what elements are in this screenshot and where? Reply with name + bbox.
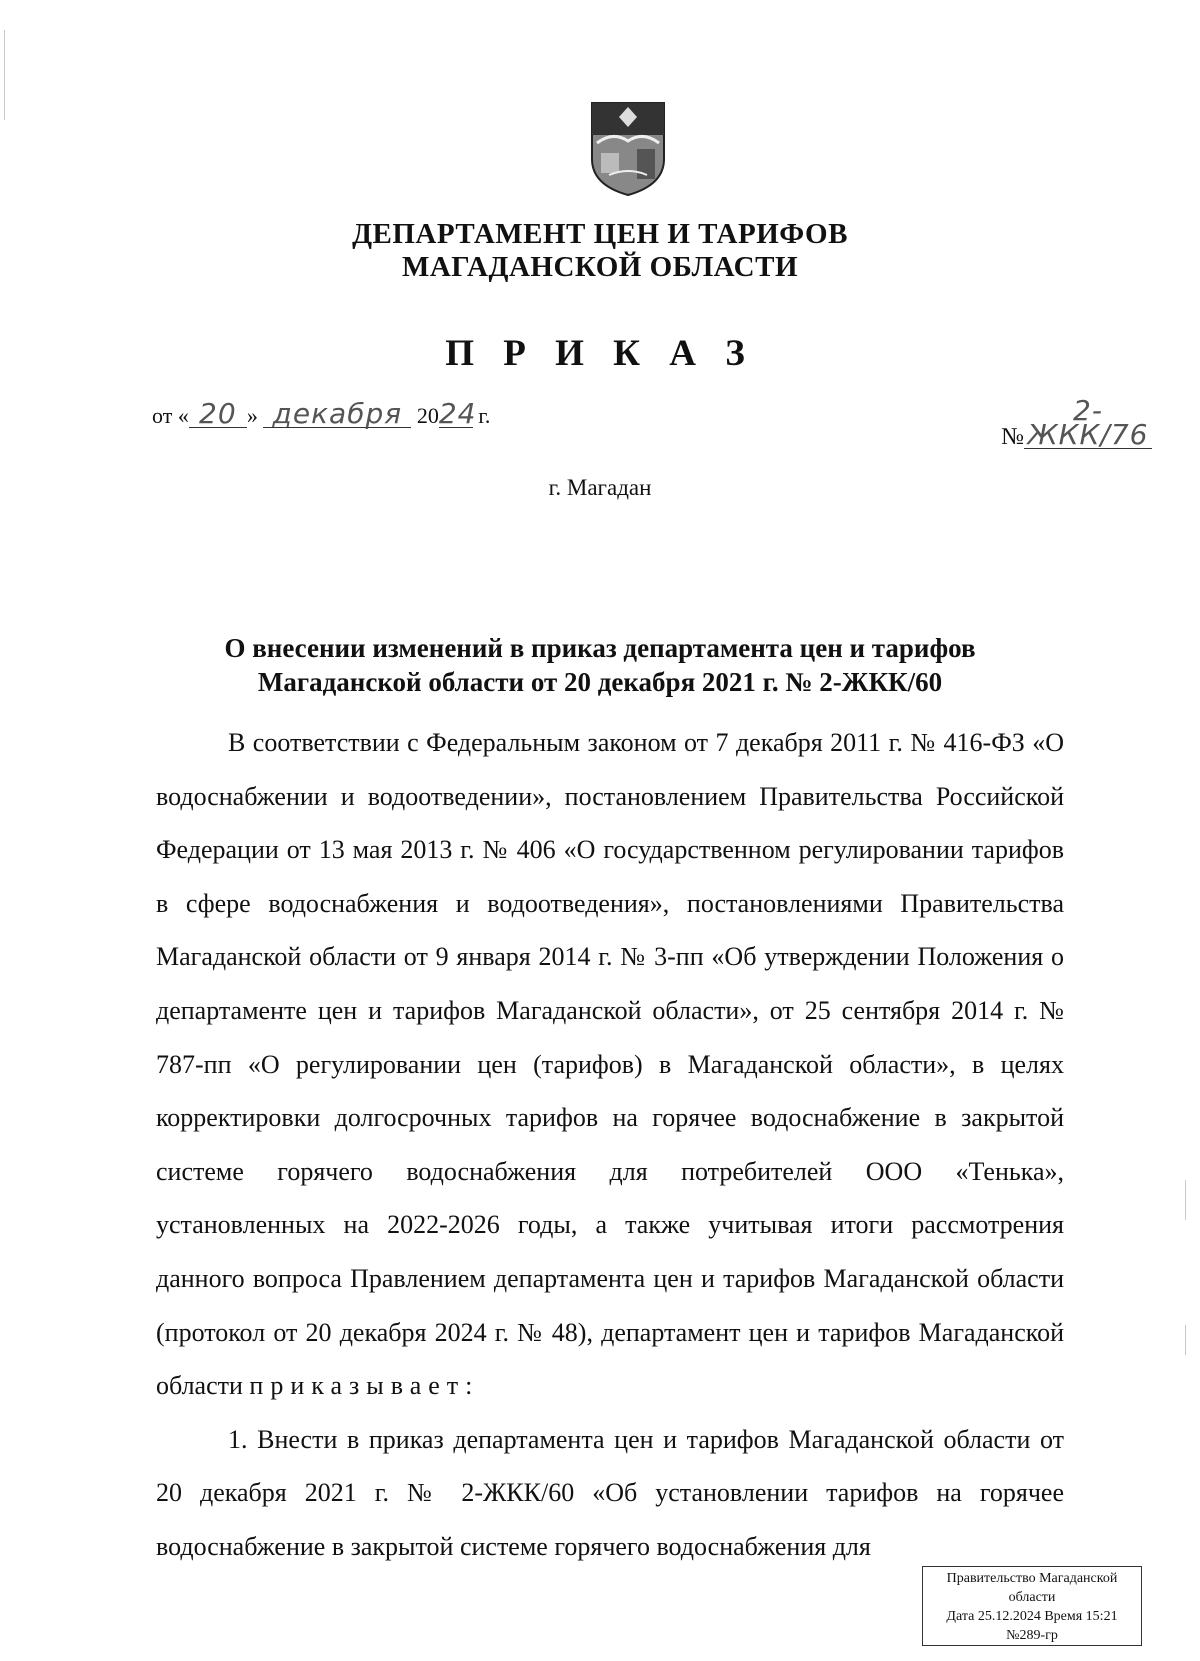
date-day: 20 (199, 397, 237, 430)
order-subject (0, 631, 1200, 699)
department-name-line1: ДЕПАРТАМЕНТ ЦЕН И ТАРИФОВ (352, 218, 848, 250)
order-number-line (1001, 394, 1152, 451)
scan-artifact-left (4, 30, 5, 120)
scan-artifact-right-2 (1185, 1325, 1186, 1355)
date-month-field (263, 397, 411, 430)
date-year-suffix: 24 (438, 397, 477, 430)
date-line (152, 397, 491, 430)
department-name-line2: МАГАДАНСКОЙ ОБЛАСТИ (401, 251, 799, 283)
stamp-line2: области (1008, 1590, 1056, 1605)
stamp-line3: Дата 25.12.2024 Время 15:21 (946, 1609, 1118, 1624)
coat-of-arms-emblem (589, 101, 667, 197)
orders-word: приказывает: (249, 1371, 480, 1401)
date-year-field (438, 397, 477, 430)
city-name: г. Магадан (548, 475, 652, 500)
stamp-line1: Правительство Магаданской (946, 1571, 1118, 1586)
date-month: декабря (272, 397, 403, 430)
order-number: 2-ЖКК/76 (1027, 394, 1149, 451)
date-day-field (189, 397, 247, 430)
date-quote-close: » (246, 403, 258, 428)
date-year-end: г. (478, 403, 491, 428)
document-title: П Р И К А З (445, 333, 755, 374)
scan-artifact-right (1185, 1180, 1186, 1220)
stamp-line4: №289-гр (1006, 1628, 1058, 1643)
number-prefix: № (1001, 424, 1024, 450)
registration-stamp (922, 1566, 1142, 1646)
subject-line2: Магаданской области от 20 декабря 2021 г. № 2-ЖКК/60 (257, 667, 943, 697)
item-1-paragraph: 1. Внести в приказ департамента цен и тарифов Магаданской области от 20 декабря 2021 г. № 2-ЖКК/60 «Об установлении тарифов на горячее водоснабжение в закрытой системе горячего водоснабжения для (156, 1424, 1064, 1561)
date-prefix: от « (152, 403, 189, 428)
subject-line1: О внесении изменений в приказ департамента цен и тарифов (224, 633, 976, 663)
date-year-prefix: 20 (416, 403, 439, 428)
preamble-text: В соответствии с Федеральным законом от 7 декабря 2011 г. № 416-ФЗ «О водоснабжении и водоотведении», постановлением Правительства Российской Федерации от 13 мая 2013 г. № 406 «О государственном регулировании тарифов в сфере водоснабжения и водоотведения», постановлениями Правительства Магаданской области от 9 января 2014 г. № 3-пп «Об утверждении Положения о департаменте цен и тарифов Магаданской области», от 25 сентября 2014 г. № 787-пп «О регулировании цен (тарифов) в Магаданской области», в целях корректировки долгосрочных тарифов на горячее водоснабжение в закрытой системе горячего водоснабжения для потребителей ООО «Тенька», установленных на 2022-2026 годы, а также учитывая итоги рассмотрения данного вопроса Правлением департамента цен и тарифов Магаданской области (протокол от 20 декабря 2024 г. № 48), департамент цен и тарифов Магаданской области (156, 728, 1064, 1401)
order-number-field (1024, 394, 1152, 451)
order-body (156, 716, 1064, 1574)
preamble-paragraph (156, 716, 1064, 1413)
